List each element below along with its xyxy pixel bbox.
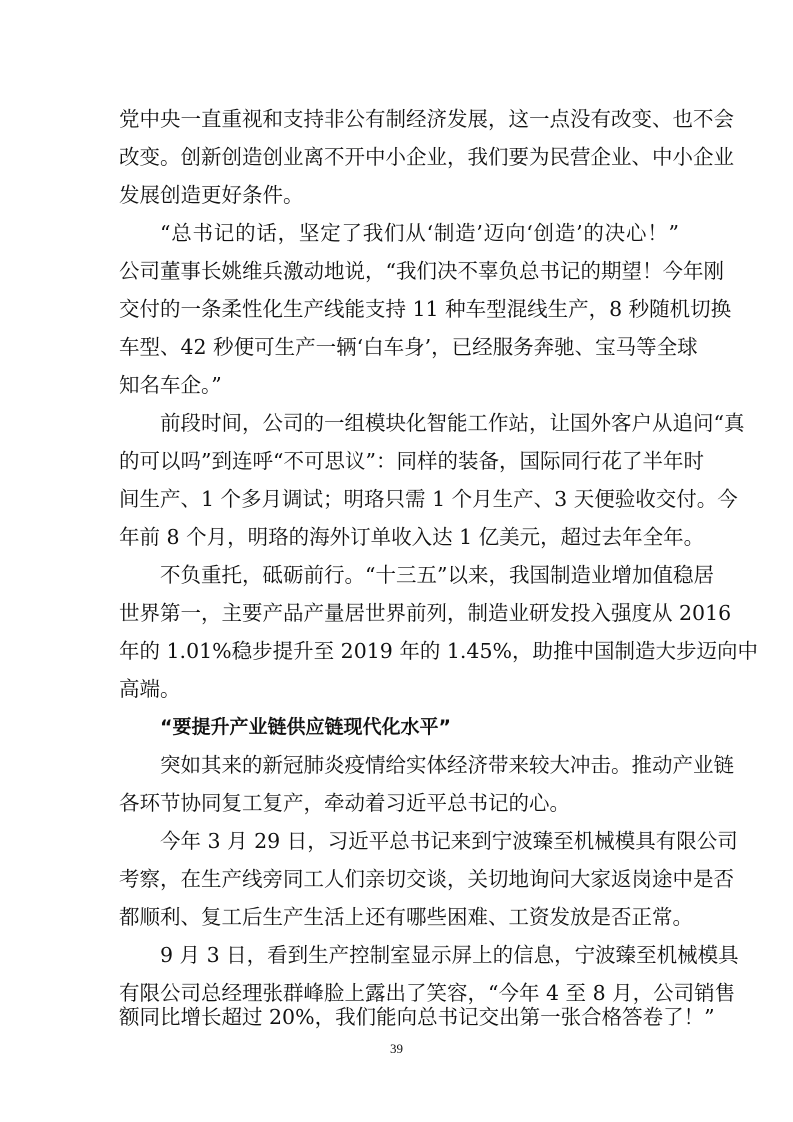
page-number: 39 [390, 1041, 403, 1056]
paragraph-line: 发展创造更好条件。 [119, 183, 304, 207]
paragraph-line: 前段时间，公司的一组模块化智能工作站，让国外客户从追问“真 [160, 411, 745, 435]
paragraph-line: 年的 1.01%稳步提升至 2019 年的 1.45%，助推中国制造大步迈向中 [119, 639, 758, 663]
paragraph-line: 的可以吗”到连呼“不可思议”：同样的装备，国际同行花了半年时 [119, 449, 704, 473]
paragraph-line: 党中央一直重视和支持非公有制经济发展，这一点没有改变、也不会 [119, 107, 734, 131]
paragraph-line: 有限公司总经理张群峰脸上露出了笑容，“今年 4 至 8 月，公司销售 [119, 981, 736, 1005]
paragraph-line: 车型、42 秒便可生产一辆‘白车身’，已经服务奔驰、宝马等全球 [119, 335, 698, 359]
paragraph-line: “总书记的话，坚定了我们从‘制造’迈向‘创造’的决心！” [160, 221, 679, 245]
paragraph-line: 高端。 [119, 677, 181, 701]
paragraph-line: 不负重托，砥砺前行。“十三五”以来，我国制造业增加值稳居 [160, 563, 714, 587]
paragraph-line: 各环节协同复工复产，牵动着习近平总书记的心。 [119, 791, 570, 815]
paragraph-line: 公司董事长姚维兵激动地说，“我们决不辜负总书记的期望！今年刚 [119, 259, 724, 283]
paragraph-line: 交付的一条柔性化生产线能支持 11 种车型混线生产，8 秒随机切换 [119, 297, 732, 321]
paragraph-line: 考察，在生产线旁同工人们亲切交谈，关切地询问大家返岗途中是否 [119, 867, 734, 891]
paragraph-line: 9 月 3 日，看到生产控制室显示屏上的信息，宁波臻至机械模具 [160, 943, 739, 967]
paragraph-line: 年前 8 个月，明珞的海外订单收入达 1 亿美元，超过去年全年。 [119, 525, 705, 549]
section-heading: “要提升产业链供应链现代化水平” [160, 716, 451, 738]
paragraph-line: 知名车企。” [119, 373, 222, 397]
paragraph-line: 间生产、1 个多月调试；明珞只需 1 个月生产、3 天便验收交付。今 [119, 487, 738, 511]
paragraph-line: 改变。创新创造创业离不开中小企业，我们要为民营企业、中小企业 [119, 145, 734, 169]
paragraph-line: 都顺利、复工后生产生活上还有哪些困难、工资发放是否正常。 [119, 905, 693, 929]
paragraph-line: 额同比增长超过 20%，我们能向总书记交出第一张合格答卷了！” [119, 1005, 715, 1029]
paragraph-line: 突如其来的新冠肺炎疫情给实体经济带来较大冲击。推动产业链 [160, 753, 734, 777]
paragraph-line: 世界第一，主要产品产量居世界前列，制造业研发投入强度从 2016 [119, 601, 732, 625]
paragraph-line: 今年 3 月 29 日，习近平总书记来到宁波臻至机械模具有限公司 [160, 829, 738, 853]
